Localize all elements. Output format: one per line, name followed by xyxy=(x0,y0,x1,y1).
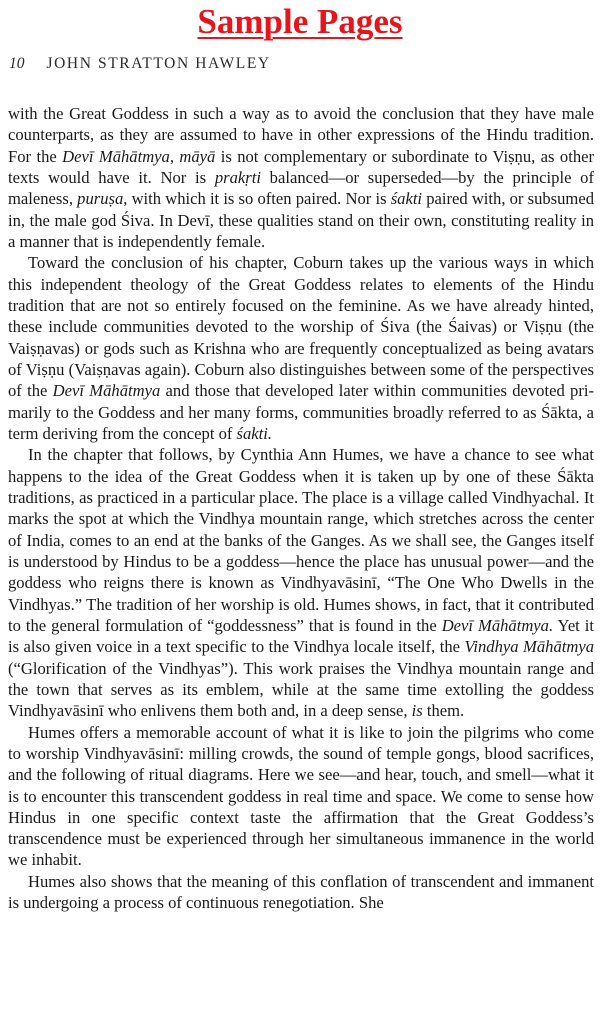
running-head xyxy=(9,54,271,74)
body-text xyxy=(8,103,594,913)
paragraph xyxy=(8,103,594,252)
paragraph xyxy=(8,871,594,914)
text-run: balanced—or superseded—by the principle of maleness, xyxy=(8,167,594,209)
text-run: In the chapter that follows, by Cynthia Ann Humes, we have a chance to see what happens to the idea of the Great Goddess when it is taken up by one of these Śākta traditions, as practiced in a particular place. The place is a village called Vindhyachal. It marks the spot at which the Vindhya mountain range, which stretches across the center of India, comes to an end at the banks of the Ganges. As we shall see, the Ganges itself is understood by Hindus to be a goddess—hence the place has unusual power—and the goddess who reigns there is known as Vindhyavāsinī, “The One Who Dwells in the Vindhyas.” The tradition of her worship is old. Humes shows, in fact, that it contributed to the general formulation of “goddessness” that is found in the xyxy=(8,445,594,635)
paragraph xyxy=(8,722,594,871)
italic-text: prakṛti xyxy=(214,167,261,187)
italic-text: is xyxy=(411,701,423,721)
text-run: and those that developed later within communities devoted primarily to the Goddess and her many forms, communities broadly referred to as Śākta, a term deriving from the concept of xyxy=(8,381,594,443)
text-run: Humes offers a memorable account of what it is like to join the pilgrims who come to worship Vindhyavāsinī: milling crowds, the sound of temple gongs, blood sacrifices, and the following of ritual diagrams. Here we see—and hear, touch, and smell—what it is to encounter this transcendent goddess in real time and space. We come to sense how Hindus in one specific context taste the affirmation that the Great Goddess’s transcendence must be experienced through her simultaneous immanence in the world we inhabit. xyxy=(8,722,594,870)
italic-text: śakti. xyxy=(236,423,273,443)
italic-text: Vindhya Māhātmya xyxy=(464,637,594,657)
italic-text: Devī Māhātmya, māyā xyxy=(62,146,216,166)
italic-text: Devī Māhātmya xyxy=(52,381,161,401)
text-run: (“Glorification of the Vindhyas”). This work praises the Vindhya mountain range and the town that serves as its emblem, while at the same time extolling the goddess Vindhyavāsinī who enlivens them both and, in a deep sense, xyxy=(8,658,594,721)
author-running-head: JOHN STRATTON HAWLEY xyxy=(46,55,271,72)
italic-text: śakti xyxy=(390,189,423,209)
sample-pages-banner xyxy=(0,0,600,46)
paragraph xyxy=(8,444,594,721)
text-run: is not complementary or subordinate to Viṣṇu, as other texts would have it. Nor is xyxy=(8,146,595,187)
text-run: paired with, or subsumed in, the male god Śiva. In Devī, these qualities stand on their own, constituting reality in a manner that is independently female. xyxy=(8,189,594,251)
text-run: them. xyxy=(422,701,465,721)
text-run: Yet it is also given voice in a text specific to the Vindhya locale itself, the xyxy=(8,615,595,657)
italic-text: Devī Māhātmya. xyxy=(441,615,554,635)
text-run: with the Great Goddess in such a way as to avoid the conclusion that they have male counterparts, as they are assumed to have in other expressions of the Hindu tradition. For the xyxy=(8,104,594,166)
text-run: Humes also shows that the meaning of this conflation of transcendent and immanent is undergoing a process of continuous renegotiation. She xyxy=(8,871,594,913)
page-number: 10 xyxy=(9,55,25,72)
text-run: Toward the conclusion of his chapter, Coburn takes up the various ways in which this independent theology of the Great Goddess relates to elements of the Hindu tradition that are not so entirely focused on the feminine. As we have already hinted, these include communities devoted to the worship of Śiva (the Śaivas) or Viṣṇu (the Vaiṣṇavas) or gods such as Krishna who are frequently conceptualized as being avatars of Viṣṇu (Vaiṣṇavas again). Coburn also distinguishes between some of the perspectives of the xyxy=(8,253,594,401)
banner-title: Sample Pages xyxy=(197,2,403,41)
italic-text: puruṣa, xyxy=(77,189,128,209)
text-run: with which it is so often paired. Nor is xyxy=(127,189,391,209)
paragraph xyxy=(8,252,594,444)
